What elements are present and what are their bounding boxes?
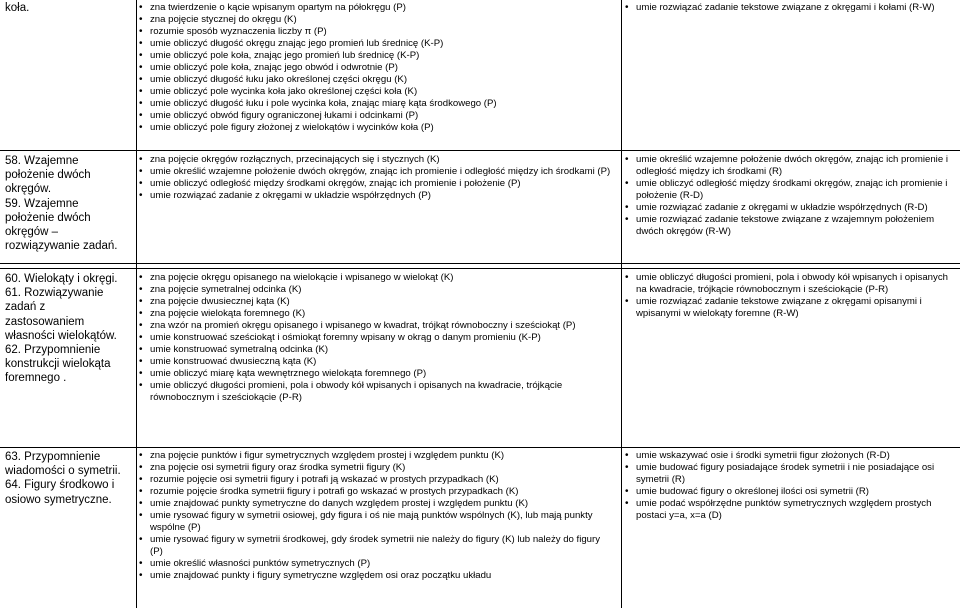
topic-cell (5, 154, 118, 253)
list-item: • umie rozwiązać zadanie z okręgami w układzie współrzędnych (P) (139, 190, 614, 202)
list-item: • zna pojęcie wielokąta foremnego (K) (139, 308, 614, 320)
advanced-cell (625, 2, 957, 14)
topic-line: położenie dwóch (5, 169, 91, 182)
topic-line: 61. Rozwiązywanie (5, 287, 104, 300)
topic-line: koła. (5, 2, 30, 14)
list-item: • zna pojęcie okręgów rozłącznych, przecinających się i stycznych (K) (139, 154, 614, 166)
content-cell (139, 272, 614, 404)
list-item: • zna pojęcie stycznej do okręgu (K) (139, 14, 614, 26)
advanced-cell (625, 272, 957, 320)
list-item: • umie obliczyć miarę kąta wewnętrznego wielokąta foremnego (P) (139, 368, 614, 380)
list-item: • umie obliczyć pole wycinka koła jako określonej części koła (K) (139, 86, 614, 98)
list-item: • umie obliczyć długości promieni, pola i obwody kół wpisanych i opisanych na kwadracie, trójkącie równobocznym i sześciokącie (P-R) (139, 380, 614, 404)
topic-line: 63. Przypomnienie (5, 451, 101, 463)
list-item: • umie określić wzajemne położenie dwóch okręgów, znając ich promienie i odległość między ich środkami (P) (139, 166, 614, 178)
list-item: • zna wzór na promień okręgu opisanego i wpisanego w kwadrat, trójkąt równoboczny i sześciokąt (P) (139, 320, 614, 332)
table-row (0, 0, 960, 149)
list-item: • umie obliczyć pole koła, znając jego obwód i odwrotnie (P) (139, 62, 614, 74)
list-item: • umie budować figury posiadające środek symetrii i nie posiadające osi symetrii (R) (625, 462, 957, 486)
list-item: • rozumie sposób wyznaczenia liczby π (P) (139, 26, 614, 38)
topic-line: 60. Wielokąty i okręgi. (5, 273, 118, 285)
list-item: • umie wskazywać osie i środki symetrii figur złożonych (R-D) (625, 450, 957, 462)
list-item: • umie obliczyć pole koła, znając jego promień lub średnicę (K-P) (139, 50, 614, 62)
list-item: • umie obliczyć długość łuku jako określonej części okręgu (K) (139, 74, 614, 86)
topic-line: 62. Przypomnienie (5, 344, 101, 357)
list-item: • zna pojęcie punktów i figur symetrycznych względem prostej i względem punktu (K) (139, 450, 614, 462)
topic-cell (5, 272, 118, 386)
list-item: • umie obliczyć długość łuku i pole wycinka koła, znając miarę kąta środkowego (P) (139, 98, 614, 110)
row-divider (0, 263, 960, 264)
topic-line: okręgów. (5, 183, 52, 196)
list-item: • umie obliczyć długość okręgu znając jego promień lub średnicę (K-P) (139, 38, 614, 50)
topic-line: okręgów – (5, 226, 59, 239)
topic-line: własności wielokątów. (5, 329, 117, 342)
topic-line: rozwiązywanie zadań. (5, 240, 118, 253)
list-item: • umie obliczyć długości promieni, pola i obwody kół wpisanych i opisanych na kwadracie, trójkącie równobocznym i sześciokącie (P-R) (625, 272, 957, 296)
content-cell (139, 450, 614, 582)
list-item: • umie określić własności punktów symetrycznych (P) (139, 558, 614, 570)
topic-line: 64. Figury środkowo i (5, 479, 115, 492)
topic-line: 58. Wzajemne (5, 155, 79, 167)
topic-line: osiowo symetryczne. (5, 493, 112, 506)
list-item: • umie obliczyć odległość między środkami okręgów, znając ich promienie i położenie (P) (139, 178, 614, 190)
table-row (0, 150, 960, 263)
topic-line: zadań z (5, 301, 46, 314)
topic-line: wiadomości o symetrii. (5, 465, 121, 478)
list-item: • zna pojęcie symetralnej odcinka (K) (139, 284, 614, 296)
list-item: • umie konstruować sześciokąt i ośmiokąt foremny wpisany w okrąg o danym promieniu (K-P) (139, 332, 614, 344)
topic-line: 59. Wzajemne (5, 197, 79, 210)
list-item: • umie rozwiązać zadanie tekstowe związane z wzajemnym położeniem dwóch okręgów (R-W) (625, 214, 957, 238)
column-divider (621, 0, 622, 608)
list-item: • rozumie pojęcie osi symetrii figury i potrafi ją wskazać w prostych przypadkach (K) (139, 474, 614, 486)
list-item: • umie budować figury o określonej ilości osi symetrii (R) (625, 486, 957, 498)
topic-line: położenie dwóch (5, 211, 91, 224)
list-item: • umie określić wzajemne położenie dwóch okręgów, znając ich promienie i odległość między ich środkami (R) (625, 154, 957, 178)
list-item: • umie rozwiązać zadanie z okręgami w układzie współrzędnych (R-D) (625, 202, 957, 214)
list-item: • umie znajdować punkty i figury symetryczne względem osi oraz początku układu (139, 570, 614, 582)
table-row (0, 447, 960, 608)
topic-line: foremnego . (5, 372, 67, 385)
list-item: • umie konstruować symetralną odcinka (K) (139, 344, 614, 356)
list-item: • umie konstruować dwusieczną kąta (K) (139, 356, 614, 368)
content-cell (139, 154, 614, 202)
list-item: • umie rozwiązać zadanie tekstowe związane z okręgami i kołami (R-W) (625, 2, 957, 14)
topic-cell (5, 1, 29, 15)
list-item: • umie obliczyć pole figury złożonej z wielokątów i wycinków koła (P) (139, 122, 614, 134)
list-item: • umie obliczyć odległość między środkami okręgów, znając ich promienie i położenie (R-D) (625, 178, 957, 202)
list-item: • umie rysować figury w symetrii środkowej, gdy środek symetrii nie należy do figury (K) lub należy do figury (P) (139, 534, 614, 558)
list-item: • umie znajdować punkty symetryczne do danych względem prostej i względem punktu (K) (139, 498, 614, 510)
topic-line: zastosowaniem (5, 315, 85, 328)
list-item: • umie rysować figury w symetrii osiowej, gdy figura i oś nie mają punktów wspólnych (K), lub mają punkty wspólne (P) (139, 510, 614, 534)
list-item: • zna pojęcie dwusiecznej kąta (K) (139, 296, 614, 308)
column-divider (136, 0, 137, 608)
list-item: • umie podać współrzędne punktów symetrycznych względem prostych postaci y=a, x=a (D) (625, 498, 957, 522)
table-row (0, 268, 960, 447)
content-cell (139, 2, 614, 134)
list-item: • zna twierdzenie o kącie wpisanym opartym na półokręgu (P) (139, 2, 614, 14)
list-item: • umie obliczyć obwód figury ograniczonej łukami i odcinkami (P) (139, 110, 614, 122)
topic-line: konstrukcji wielokąta (5, 358, 111, 371)
topic-cell (5, 450, 121, 507)
list-item: • zna pojęcie okręgu opisanego na wielokącie i wpisanego w wielokąt (K) (139, 272, 614, 284)
advanced-cell (625, 450, 957, 522)
list-item: • zna pojęcie osi symetrii figury oraz środka symetrii figury (K) (139, 462, 614, 474)
advanced-cell (625, 154, 957, 238)
list-item: • rozumie pojęcie środka symetrii figury i potrafi go wskazać w prostych przypadkach (K) (139, 486, 614, 498)
list-item: • umie rozwiązać zadanie tekstowe związane z okręgami opisanymi i wpisanymi w wielokąty foremne (R-W) (625, 296, 957, 320)
